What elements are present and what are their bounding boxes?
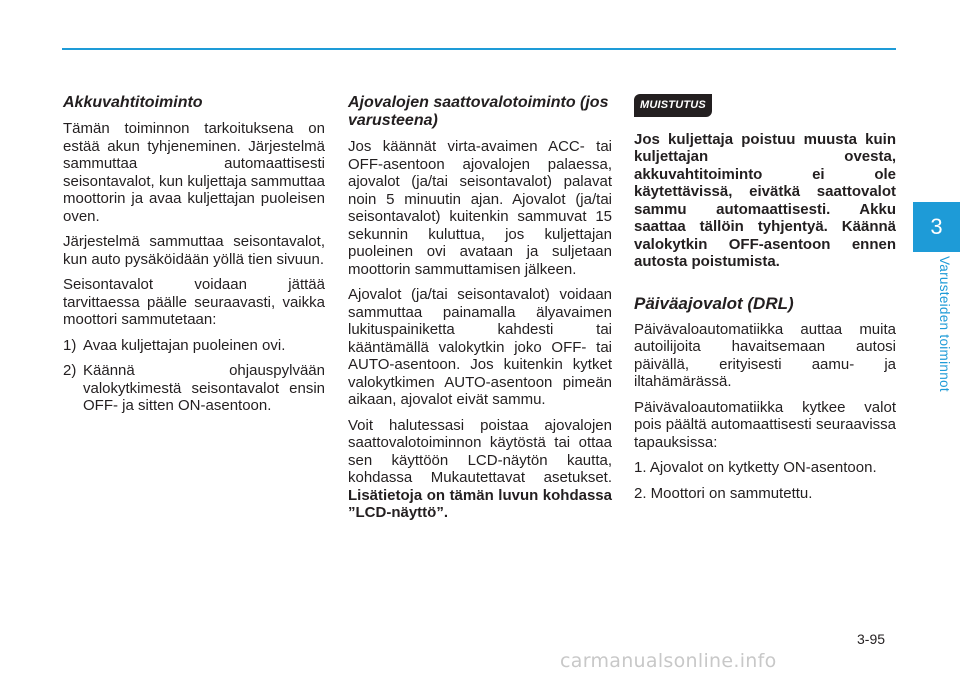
paragraph (348, 417, 612, 522)
paragraph: Ajovalot (ja/tai seisontavalot) voidaan sammuttaa painamalla älyavaimen lukituspainiketta kahdesti tai kääntämällä valokytkin joko OFF- tai AUTO-asentoon. Jos kuitenkin kytket valokytkimen AUTO-asentoon pimeän aikaan, ajovalot eivät sammu. (348, 286, 612, 408)
section-heading-escort-lights: Ajovalojen saattovalotoiminto (jos varusteena) (348, 94, 609, 129)
list-item: 1. Ajovalot on kytketty ON-asentoon. (634, 459, 877, 476)
list-item (63, 362, 325, 415)
list-item-number: 2) (63, 362, 77, 379)
column-2 (348, 94, 612, 530)
list-item-text: Käännä ohjauspylvään valokytkimestä seisontavalot ensin OFF- ja sitten ON-asentoon. (83, 362, 325, 414)
column-3 (634, 94, 896, 510)
note-badge: MUISTUTUS (634, 94, 712, 117)
paragraph: Tämän toiminnon tarkoituksena on estää akun tyhjeneminen. Järjestelmä sammuttaa automaattisesti seisontavalot, kun kuljettaja sammuttaa moottorin ja avaa kuljettajan puoleisen oven. (63, 120, 325, 225)
note-box (634, 94, 896, 117)
cross-reference: Lisätietoja on tämän luvun kohdassa ”LCD-näyttö”. (348, 486, 612, 521)
chapter-tab: 3 (913, 202, 960, 252)
chapter-title: Varusteiden toiminnot (937, 256, 952, 392)
paragraph: Järjestelmä sammuttaa seisontavalot, kun auto pysäköidään yöllä tien sivuun. (63, 233, 325, 268)
list-item (63, 337, 325, 355)
section-heading-drl: Päiväajovalot (DRL) (634, 293, 794, 313)
paragraph: Jos käännät virta-avaimen ACC- tai OFF-asentoon ajovalojen palaessa, ajovalot (ja/tai seisontavalot) palavat noin 5 minuutin ajan. Ajovalot (ja/tai seisontavalot) kuitenkin sammuvat 15 sekunnin kuluttua, jos kuljettajan puoleinen ovi avataan ja suljetaan moottorin sammuttamisen jälkeen. (348, 138, 612, 278)
paragraph: Seisontavalot voidaan jättää tarvittaessa päälle seuraavasti, vaikka moottori sammutetaan: (63, 276, 325, 328)
note-text: Jos kuljettaja poistuu muusta kuin kuljettajan ovesta, akkuvahtitoiminto ei ole käytettävissä, eivätkä saattovalot sammu automaattisesti. Akku saattaa tällöin tyhjentyä. Käännä valokytkin OFF-asentoon ennen autosta poistumista. (634, 130, 896, 270)
paragraph: Päivävaloautomatiikka auttaa muita autoilijoita havaitsemaan autosi päivällä, erityisesti aamu- ja iltahämärässä. (634, 320, 896, 390)
paragraph-text: Voit halutessasi poistaa ajovalojen saattovalotoiminnon käytöstä tai ottaa sen käyttöön LCD-näytön kautta, kohdassa Mukautettavat asetukset. (348, 416, 612, 486)
column-1 (63, 94, 325, 423)
watermark: carmanualsonline.info (560, 650, 777, 672)
page-number: 3-95 (857, 631, 886, 647)
paragraph: Päivävaloautomatiikka kytkee valot pois päältä automaattisesti seuraavissa tapauksissa: (634, 398, 896, 451)
section-heading-battery-saver: Akkuvahtitoiminto (63, 94, 203, 111)
list-item: 2. Moottori on sammutettu. (634, 484, 813, 502)
list-item-number: 1) (63, 336, 77, 354)
list-item-text: Avaa kuljettajan puoleinen ovi. (83, 336, 286, 354)
header-rule (62, 48, 896, 50)
